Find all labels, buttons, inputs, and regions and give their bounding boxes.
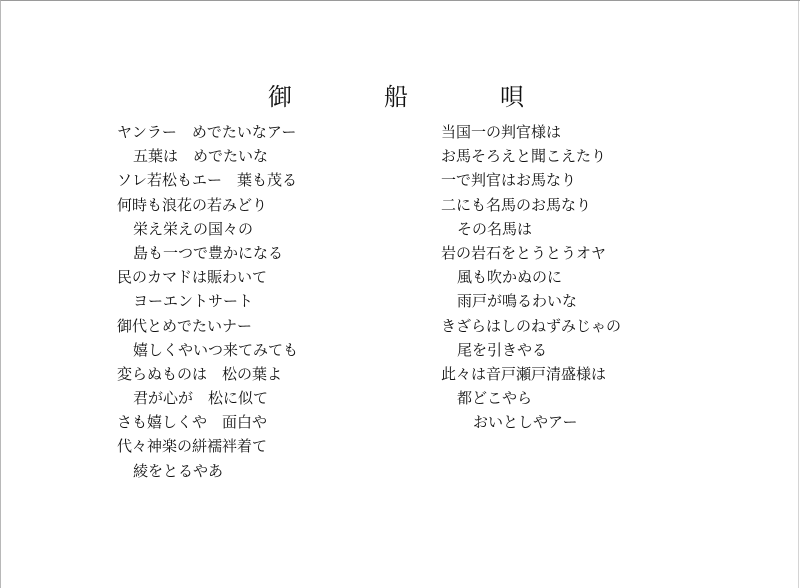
- lyric-line: 此々は音戸瀬戸清盛様は: [441, 364, 607, 383]
- lyric-line: 嬉しくやいつ来てみても: [133, 340, 299, 359]
- lyric-line: ヤンラー めでたいなアー: [117, 123, 297, 141]
- lyric-line: お馬そろえと聞こえたり: [441, 147, 607, 166]
- lyric-line: 島も一つで豊かになる: [133, 243, 284, 262]
- lyric-line: 民のカマドは賑わいて: [117, 268, 268, 287]
- lyrics-column-right: [441, 120, 621, 434]
- lyric-line: 二にも名馬のお馬なり: [441, 195, 592, 214]
- lyric-line: その名馬は: [457, 219, 533, 238]
- lyric-line: さも嬉しくや 面白や: [117, 413, 268, 432]
- lyric-line: おいとしやアー: [473, 413, 578, 432]
- lyric-line: ソレ若松もエー 葉も茂る: [117, 171, 298, 190]
- lyric-line: 綾をとるやあ: [133, 461, 224, 480]
- lyrics-column-left: [117, 120, 298, 483]
- lyric-line: 尾を引きやる: [457, 340, 548, 359]
- lyric-line: 当国一の判官様は: [441, 123, 562, 141]
- lyric-line: 君が心が 松に似て: [133, 389, 269, 408]
- lyric-line: きざらはしのねずみじゃの: [441, 316, 622, 335]
- lyric-line: 何時も浪花の若みどり: [117, 195, 268, 214]
- lyric-line: 雨戸が鳴るわいな: [457, 292, 578, 311]
- lyric-line: 御代とめでたいナー: [117, 316, 253, 335]
- lyric-line: ヨーエントサート: [133, 292, 254, 311]
- song-title: 御 船 唄: [268, 83, 558, 111]
- lyric-line: 栄え栄えの国々の: [133, 219, 254, 238]
- lyric-line: 変らぬものは 松の葉よ: [117, 364, 283, 383]
- lyric-line: 代々神楽の絣襦袢着て: [117, 437, 268, 456]
- lyric-line: 岩の岩石をとうとうオヤ: [441, 243, 607, 262]
- lyric-line: 都どこやら: [457, 389, 533, 408]
- lyric-line: 風も吹かぬのに: [457, 268, 563, 287]
- lyric-line: 五葉は めでたいな: [133, 147, 269, 166]
- lyric-line: 一で判官はお馬なり: [441, 171, 577, 190]
